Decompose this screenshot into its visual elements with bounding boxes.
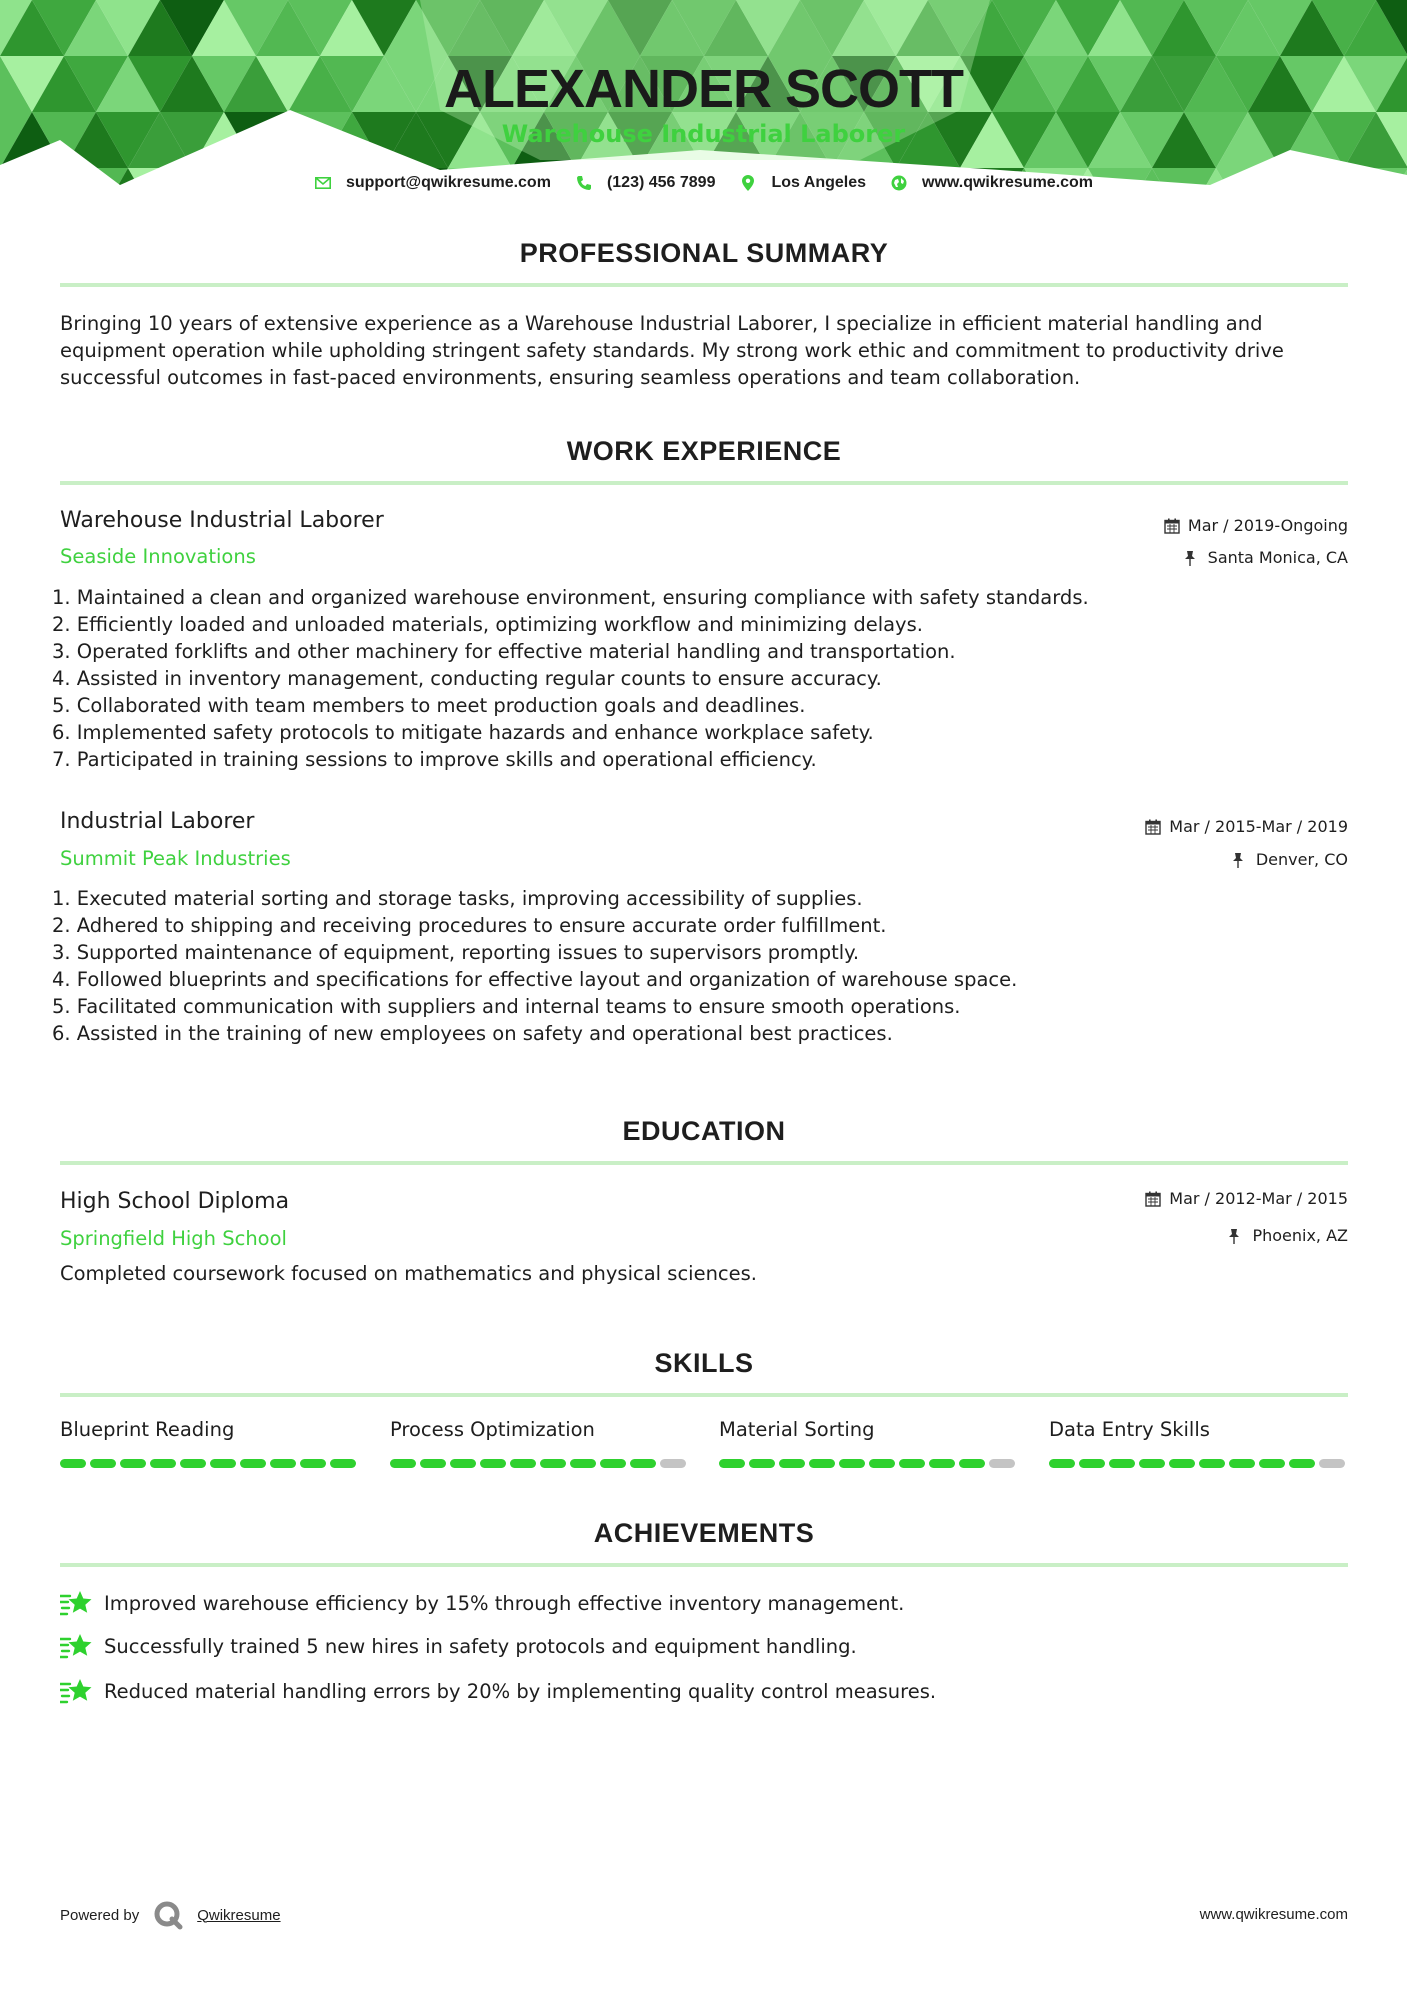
footer-url[interactable]: www.qwikresume.com bbox=[1199, 1906, 1348, 1923]
skill-level-segment bbox=[1079, 1459, 1105, 1468]
skill-level-segment bbox=[719, 1459, 745, 1468]
skill-level-segment bbox=[1229, 1459, 1255, 1468]
contact-email[interactable] bbox=[314, 174, 551, 192]
job-dates-1: Mar / 2019-Ongoing bbox=[1164, 516, 1348, 535]
skill-item bbox=[719, 1418, 1019, 1468]
contact-location-text: Los Angeles bbox=[771, 174, 867, 191]
phone-icon bbox=[575, 174, 593, 192]
skill-item bbox=[60, 1418, 360, 1468]
skill-level-segment bbox=[450, 1459, 476, 1468]
skill-level-segment bbox=[300, 1459, 326, 1468]
job-bullets-1 bbox=[52, 584, 1352, 773]
skill-level-segment bbox=[1109, 1459, 1135, 1468]
contact-phone[interactable] bbox=[575, 174, 716, 192]
experience-title: WORK EXPERIENCE bbox=[566, 436, 842, 466]
skill-level-segment bbox=[989, 1459, 1015, 1468]
job-location-2: Denver, CO bbox=[1232, 850, 1348, 869]
list-item: 2. Adhered to shipping and receiving procedures to ensure accurate order fulfillment. bbox=[52, 914, 887, 937]
skill-level-segment bbox=[1139, 1459, 1165, 1468]
candidate-name: ALEXANDER SCOTT bbox=[443, 59, 963, 119]
shooting-star-icon bbox=[60, 1588, 92, 1618]
skill-level-segment bbox=[480, 1459, 506, 1468]
skill-level-segment bbox=[869, 1459, 895, 1468]
list-item: 6. Implemented safety protocols to mitigate hazards and enhance workplace safety. bbox=[52, 721, 874, 744]
footer-brand-link[interactable]: Qwikresume bbox=[197, 1906, 281, 1924]
list-item: 3. Supported maintenance of equipment, reporting issues to supervisors promptly. bbox=[52, 941, 860, 964]
summary-divider bbox=[60, 283, 1348, 287]
skill-level-segment bbox=[510, 1459, 536, 1468]
skill-level-segment bbox=[600, 1459, 626, 1468]
summary-text: Bringing 10 years of extensive experience as a Warehouse Industrial Laborer, I specialize in efficient material handling and equipment operation while upholding stringent safety standards. My strong work ethic and commitment to productivity drive successful outcomes in fast-paced environments, ensuring seamless operations and team collaboration. bbox=[60, 312, 1284, 389]
job-title-2: Industrial Laborer bbox=[60, 809, 255, 834]
skill-level-segment bbox=[330, 1459, 356, 1468]
list-item: 2. Efficiently loaded and unloaded materials, optimizing workflow and minimizing delays. bbox=[52, 613, 923, 636]
skill-level-segment bbox=[1169, 1459, 1195, 1468]
contact-location bbox=[739, 174, 866, 192]
list-item: 3. Operated forklifts and other machinery for effective material handling and transportation. bbox=[52, 640, 956, 663]
list-item: 1. Maintained a clean and organized warehouse environment, ensuring compliance with safety standards. bbox=[52, 586, 1089, 609]
education-degree: High School Diploma bbox=[60, 1189, 290, 1214]
skill-level-segment bbox=[779, 1459, 805, 1468]
skill-level-segment bbox=[570, 1459, 596, 1468]
skill-name: Material Sorting bbox=[719, 1418, 875, 1441]
skill-level-segment bbox=[1319, 1459, 1345, 1468]
contact-email-text: support@qwikresume.com bbox=[345, 174, 551, 191]
summary-title: PROFESSIONAL SUMMARY bbox=[519, 238, 889, 268]
calendar-icon bbox=[1145, 819, 1161, 835]
map-pin-icon bbox=[739, 174, 757, 192]
skill-level-segment bbox=[1199, 1459, 1225, 1468]
skills-divider bbox=[60, 1393, 1348, 1397]
achievement-item bbox=[60, 1676, 936, 1706]
list-item: 6. Assisted in the training of new employees on safety and operational best practices. bbox=[52, 1022, 893, 1045]
list-item: 4. Assisted in inventory management, conducting regular counts to ensure accuracy. bbox=[52, 667, 882, 690]
company-2: Summit Peak Industries bbox=[60, 847, 291, 870]
skill-level-segment bbox=[1049, 1459, 1075, 1468]
pushpin-icon bbox=[1228, 1228, 1244, 1244]
skill-level-bar bbox=[60, 1459, 360, 1468]
skill-level-bar bbox=[1049, 1459, 1349, 1468]
list-item: 5. Collaborated with team members to meet production goals and deadlines. bbox=[52, 694, 806, 717]
job-location-1: Santa Monica, CA bbox=[1184, 548, 1348, 567]
skill-level-segment bbox=[630, 1459, 656, 1468]
skill-level-segment bbox=[749, 1459, 775, 1468]
skill-level-segment bbox=[240, 1459, 266, 1468]
skill-level-segment bbox=[60, 1459, 86, 1468]
skill-level-segment bbox=[839, 1459, 865, 1468]
skill-level-segment bbox=[660, 1459, 686, 1468]
pushpin-icon bbox=[1232, 852, 1248, 868]
job-bullets-2 bbox=[52, 885, 1352, 1047]
skill-level-segment bbox=[210, 1459, 236, 1468]
skill-level-segment bbox=[390, 1459, 416, 1468]
skill-level-segment bbox=[959, 1459, 985, 1468]
skill-level-segment bbox=[1259, 1459, 1285, 1468]
globe-icon bbox=[890, 174, 908, 192]
achievements-title: ACHIEVEMENTS bbox=[593, 1518, 815, 1548]
shooting-star-icon bbox=[60, 1676, 92, 1706]
education-description: Completed coursework focused on mathematics and physical sciences. bbox=[60, 1262, 758, 1285]
skill-level-segment bbox=[120, 1459, 146, 1468]
skill-level-segment bbox=[420, 1459, 446, 1468]
job-title-1: Warehouse Industrial Laborer bbox=[60, 508, 384, 533]
skill-level-segment bbox=[540, 1459, 566, 1468]
education-divider bbox=[60, 1161, 1348, 1165]
experience-divider bbox=[60, 481, 1348, 485]
pushpin-icon bbox=[1184, 550, 1200, 566]
shooting-star-icon bbox=[60, 1631, 92, 1661]
skill-item bbox=[390, 1418, 690, 1468]
skill-level-bar bbox=[719, 1459, 1019, 1468]
education-school: Springfield High School bbox=[60, 1227, 287, 1250]
contact-bar bbox=[0, 174, 1407, 192]
calendar-icon bbox=[1145, 1191, 1161, 1207]
footer-powered-by: Powered by Qwikresume bbox=[60, 1900, 281, 1930]
contact-website-text: www.qwikresume.com bbox=[922, 174, 1094, 191]
job-dates-2: Mar / 2015-Mar / 2019 bbox=[1145, 817, 1348, 836]
skill-level-bar bbox=[390, 1459, 690, 1468]
skill-level-segment bbox=[90, 1459, 116, 1468]
skill-level-segment bbox=[809, 1459, 835, 1468]
qwikresume-logo-icon bbox=[153, 1900, 183, 1930]
skill-level-segment bbox=[929, 1459, 955, 1468]
achievement-item bbox=[60, 1588, 904, 1618]
contact-website[interactable] bbox=[890, 174, 1093, 192]
skill-level-segment bbox=[899, 1459, 925, 1468]
achievement-text: Improved warehouse efficiency by 15% through effective inventory management. bbox=[104, 1591, 905, 1615]
calendar-icon bbox=[1164, 518, 1180, 534]
contact-phone-text: (123) 456 7899 bbox=[606, 174, 716, 191]
skill-level-segment bbox=[1289, 1459, 1315, 1468]
skills-title: SKILLS bbox=[654, 1348, 754, 1378]
education-location: Phoenix, AZ bbox=[1228, 1226, 1348, 1245]
skill-name: Data Entry Skills bbox=[1049, 1418, 1210, 1441]
skill-level-segment bbox=[150, 1459, 176, 1468]
education-dates: Mar / 2012-Mar / 2015 bbox=[1145, 1189, 1348, 1208]
skill-item bbox=[1049, 1418, 1349, 1468]
company-1: Seaside Innovations bbox=[60, 545, 256, 568]
list-item: 7. Participated in training sessions to improve skills and operational efficiency. bbox=[52, 748, 817, 771]
list-item: 1. Executed material sorting and storage tasks, improving accessibility of supplies. bbox=[52, 887, 863, 910]
skill-level-segment bbox=[180, 1459, 206, 1468]
achievement-text: Reduced material handling errors by 20% by implementing quality control measures. bbox=[104, 1679, 937, 1703]
education-title: EDUCATION bbox=[622, 1116, 786, 1146]
achievement-item bbox=[60, 1631, 857, 1661]
skill-level-segment bbox=[270, 1459, 296, 1468]
envelope-icon bbox=[314, 174, 332, 192]
candidate-role: Warehouse Industrial Laborer bbox=[501, 120, 906, 148]
achievements-divider bbox=[60, 1563, 1348, 1567]
list-item: 4. Followed blueprints and specifications for effective layout and organization of warehouse space. bbox=[52, 968, 1018, 991]
skill-name: Process Optimization bbox=[390, 1418, 595, 1441]
achievement-text: Successfully trained 5 new hires in safety protocols and equipment handling. bbox=[104, 1634, 857, 1658]
skill-name: Blueprint Reading bbox=[60, 1418, 235, 1441]
list-item: 5. Facilitated communication with suppliers and internal teams to ensure smooth operations. bbox=[52, 995, 961, 1018]
